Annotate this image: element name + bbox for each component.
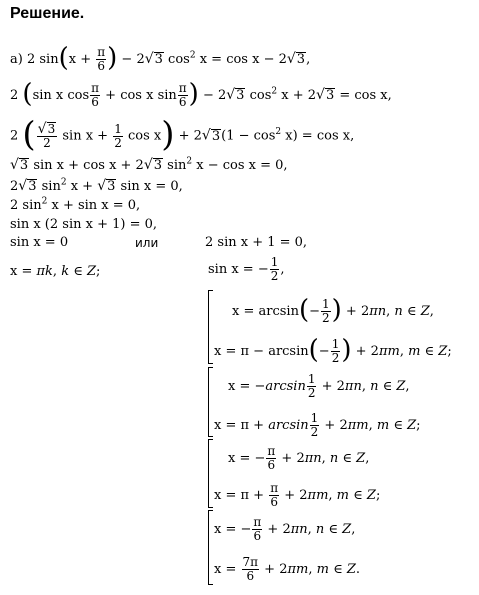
equation-line-4: √3 sin x + cos x + 2√3 $\sin^2 x - \cos x = 0$,	[10, 156, 288, 173]
series-3b: x = π + $\frac{\pi}{6}$ + 2πm, m ∈ Z;	[214, 481, 381, 509]
solution-title: Решение.	[10, 5, 85, 22]
bracket-4	[208, 510, 213, 585]
equation-line-8a: sin x = 0	[10, 235, 69, 250]
equation-line-2: 2 (sin x cos $\frac{\pi}{6}$ + cos x sin $\frac{\pi}{6}$ ) − 2√3 $\cos^2 x + 2√3 = \cos x$,	[10, 79, 392, 109]
series-2b: x = π + arcsin $\frac{1}{2}$ + 2πm, m ∈ Z;	[214, 411, 421, 439]
equation-line-6: 2 $\sin^2 x + \sin x = 0$,	[10, 196, 141, 213]
equation-line-7: sin x (2 sin x + 1) = 0,	[10, 217, 157, 232]
equation-line-5: 2√3 $\sin^2 x + √3$ sin x = 0,	[10, 177, 183, 194]
series-2a: x = −arcsin $\frac{1}{2}$ + 2πn, n ∈ Z,	[228, 372, 410, 400]
word-or: или	[135, 236, 159, 250]
equation-line-1: а) 2 sin(x + $\frac{\pi}{6}$ ) − 2√3 $\cos^2 x = \cos x - 2√3$,	[10, 43, 311, 73]
part-label: а)	[10, 52, 23, 67]
series-4b: x = $\frac{7\pi}{6}$ + 2πm, m ∈ Z.	[214, 555, 361, 583]
bracket-1	[208, 290, 213, 364]
bracket-3	[208, 439, 213, 508]
equation-line-8b: 2 sin x + 1 = 0,	[205, 235, 308, 250]
series-1b: x = π − arcsin(− $\frac{1}{2}$ ) + 2πm, m ∈ Z;	[214, 335, 452, 365]
series-3a: x = − $\frac{\pi}{6}$ + 2πn, n ∈ Z,	[228, 444, 370, 472]
series-1a: x = arcsin(− $\frac{1}{2}$ ) + 2πn, n ∈ Z,	[232, 295, 434, 325]
equation-line-9b: sin x = − $\frac{1}{2}$ ,	[208, 255, 285, 283]
equation-line-3: 2 ( $\frac{√3}{2}$ sin x + $\frac{1}{2}$ $\cos x) + 2√3(1 - \cos^2 x) = \cos x$,	[10, 114, 355, 155]
bracket-2	[208, 367, 213, 437]
series-4a: x = − $\frac{\pi}{6}$ + 2πn, n ∈ Z,	[214, 515, 356, 543]
equation-line-9a: x = πk, k ∈ Z;	[10, 264, 101, 279]
